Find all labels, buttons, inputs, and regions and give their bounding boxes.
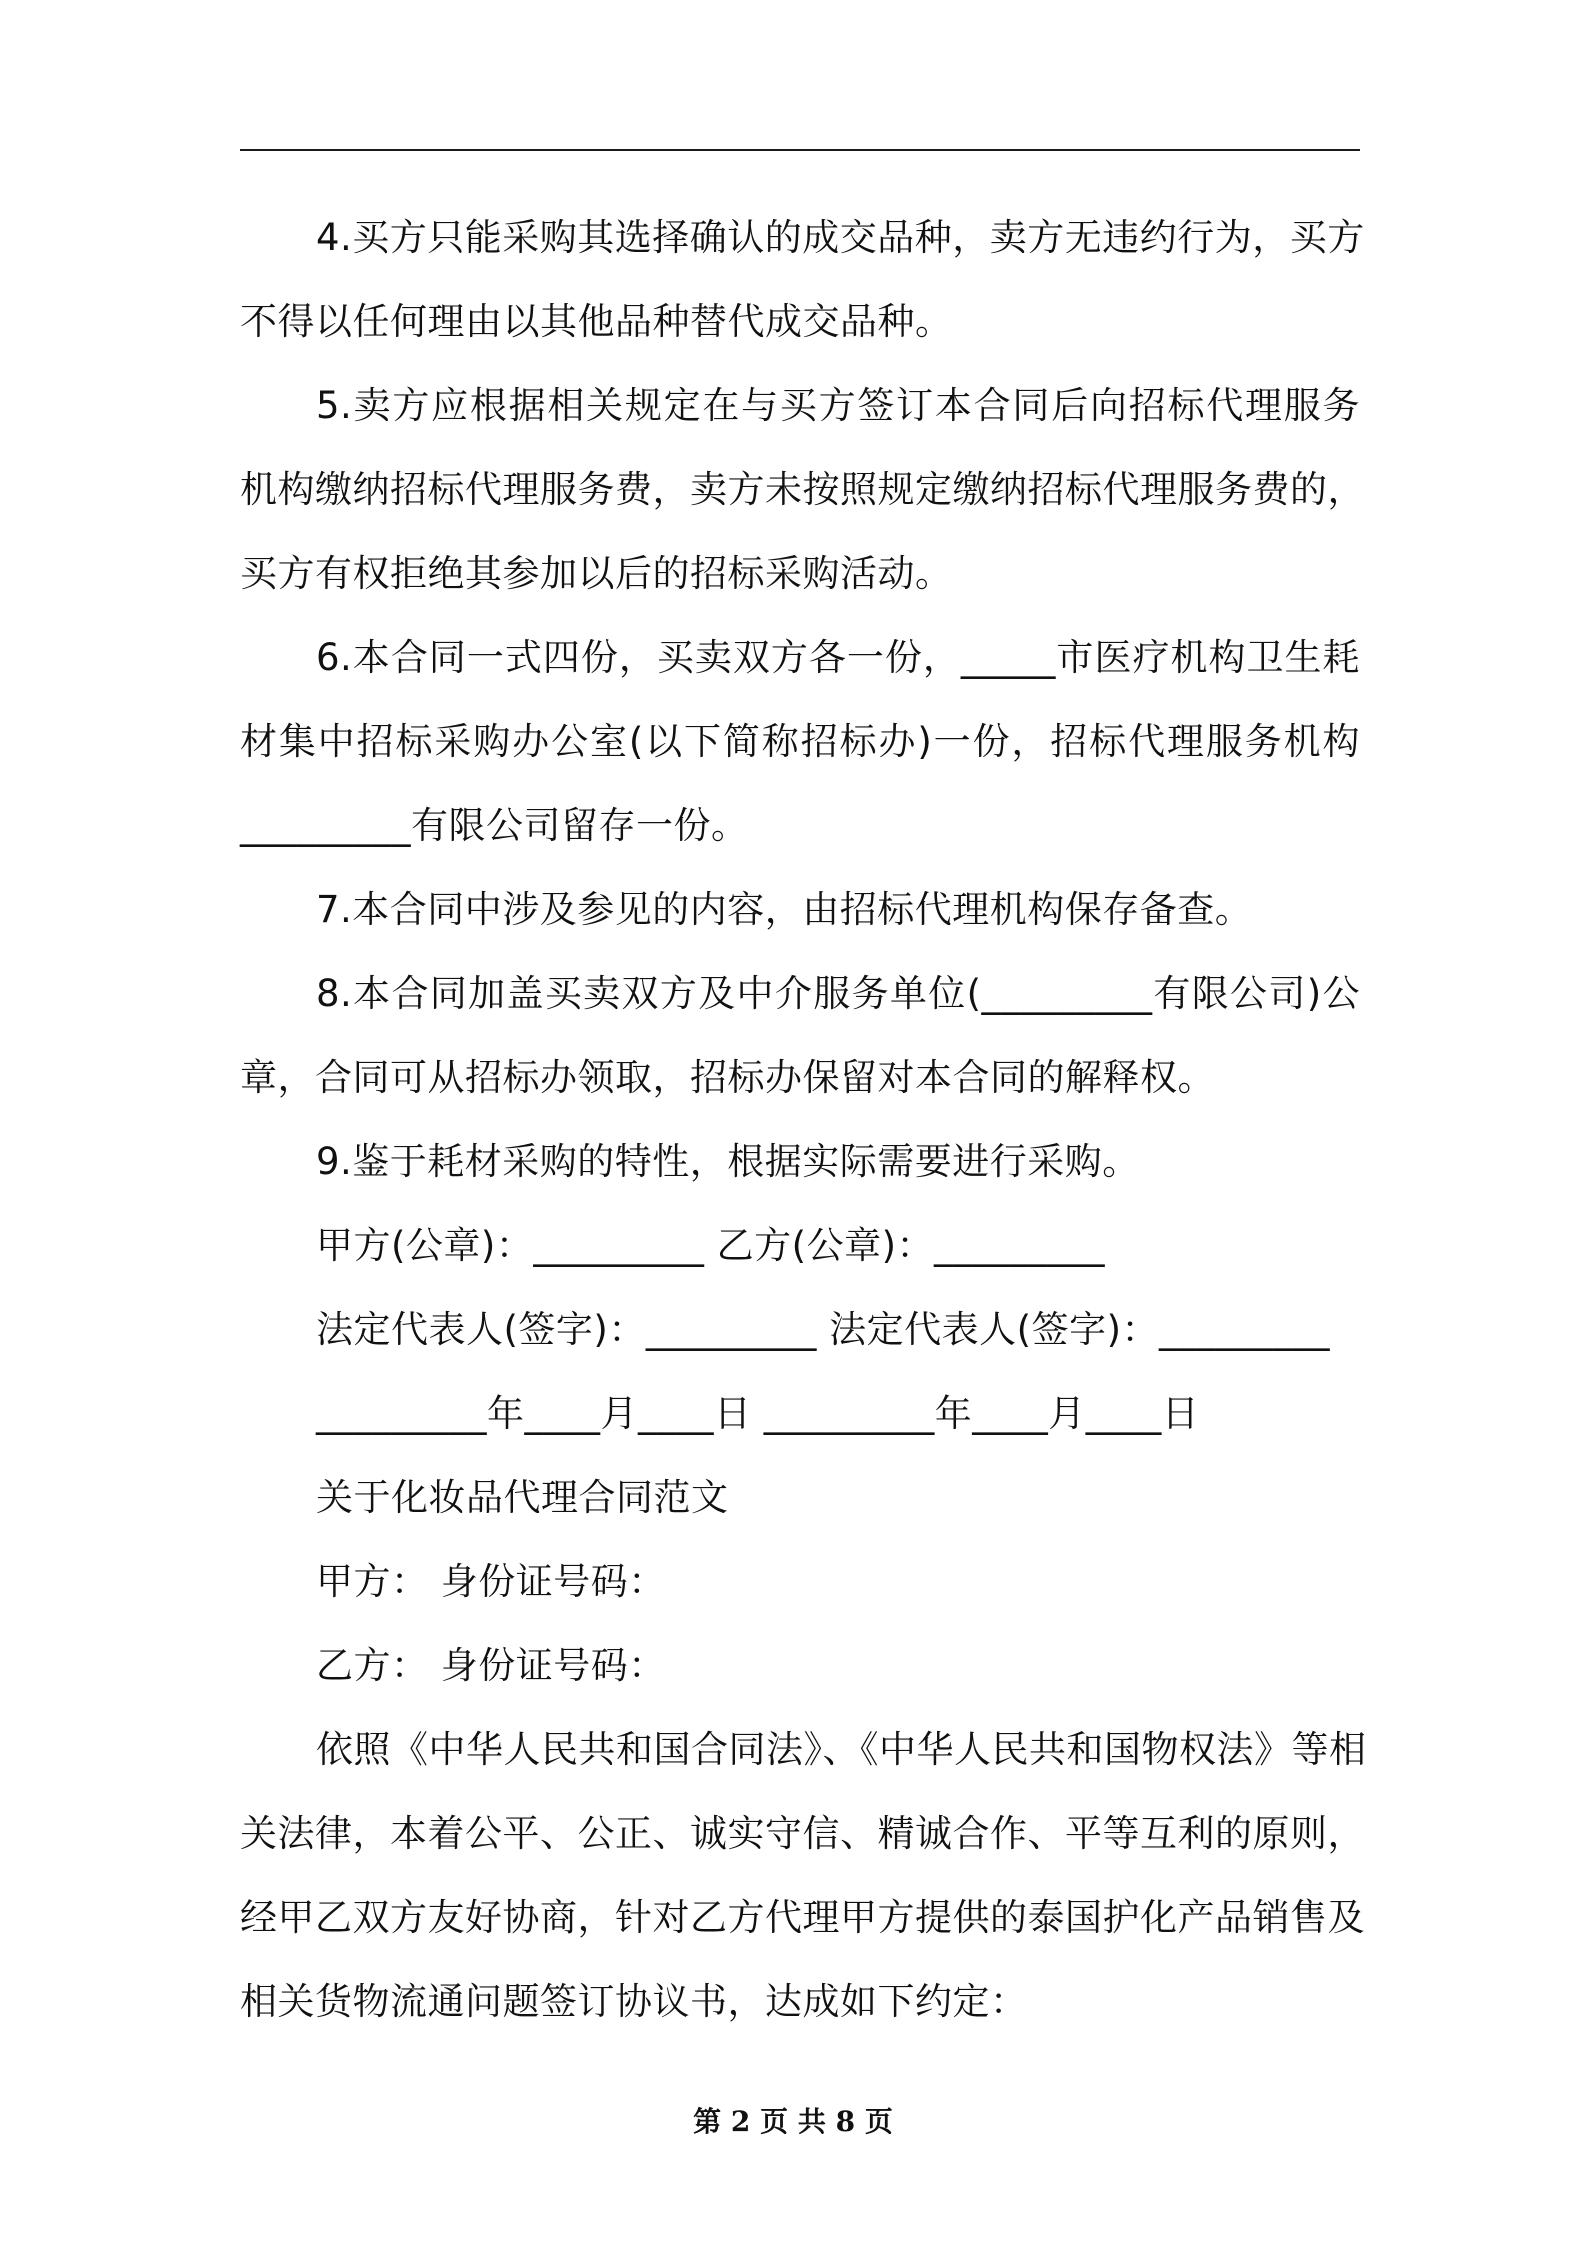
paragraph-line: 8.本合同加盖买卖双方及中介服务单位(_________有限公司)公 bbox=[316, 972, 1360, 1015]
paragraph-line: 机构缴纳招标代理服务费，卖方未按照规定缴纳招标代理服务费的， bbox=[240, 468, 1365, 511]
signature-line-seal: 甲方(公章)：_________ 乙方(公章)：_________ bbox=[316, 1224, 1106, 1267]
paragraph-line: 经甲乙双方友好协商，针对乙方代理甲方提供的泰国护化产品销售及 bbox=[240, 1896, 1365, 1939]
paragraph-line: 7.本合同中涉及参见的内容，由招标代理机构保存备查。 bbox=[316, 888, 1253, 931]
party-a-line: 甲方： 身份证号码： bbox=[316, 1560, 666, 1603]
header-rule bbox=[240, 149, 1360, 151]
paragraph-line: 9.鉴于耗材采购的特性，根据实际需要进行采购。 bbox=[316, 1140, 1140, 1183]
signature-line-date: _________年____月____日 _________年____月____日 bbox=[316, 1392, 1200, 1435]
paragraph-line: _________有限公司留存一份。 bbox=[240, 804, 749, 847]
document-body bbox=[240, 196, 1367, 2044]
paragraph-line: 4.买方只能采购其选择确认的成交品种，卖方无违约行为，买方 bbox=[316, 216, 1365, 259]
paragraph-line: 关法律，本着公平、公正、诚实守信、精诚合作、平等互利的原则， bbox=[240, 1812, 1365, 1855]
paragraph-line: 相关货物流通问题签订协议书，达成如下约定： bbox=[240, 1980, 1028, 2023]
section-title: 关于化妆品代理合同范文 bbox=[316, 1476, 729, 1519]
party-b-line: 乙方： 身份证号码： bbox=[316, 1644, 666, 1687]
page-number-footer: 第 2 页 共 8 页 bbox=[693, 2105, 893, 2138]
paragraph-line: 5.卖方应根据相关规定在与买方签订本合同后向招标代理服务 bbox=[316, 384, 1360, 427]
paragraph-line: 材集中招标采购办公室(以下简称招标办)一份，招标代理服务机构 bbox=[240, 720, 1360, 763]
paragraph-line: 买方有权拒绝其参加以后的招标采购活动。 bbox=[240, 552, 953, 595]
paragraph-line: 不得以任何理由以其他品种替代成交品种。 bbox=[240, 300, 953, 343]
signature-line-representative: 法定代表人(签字)：_________ 法定代表人(签字)：_________ bbox=[316, 1308, 1331, 1351]
paragraph-line: 章，合同可从招标办领取，招标办保留对本合同的解释权。 bbox=[240, 1056, 1215, 1099]
paragraph-line: 依照《中华人民共和国合同法》、《中华人民共和国物权法》等相 bbox=[316, 1728, 1367, 1771]
paragraph-line: 6.本合同一式四份，买卖双方各一份，_____市医疗机构卫生耗 bbox=[316, 636, 1360, 679]
